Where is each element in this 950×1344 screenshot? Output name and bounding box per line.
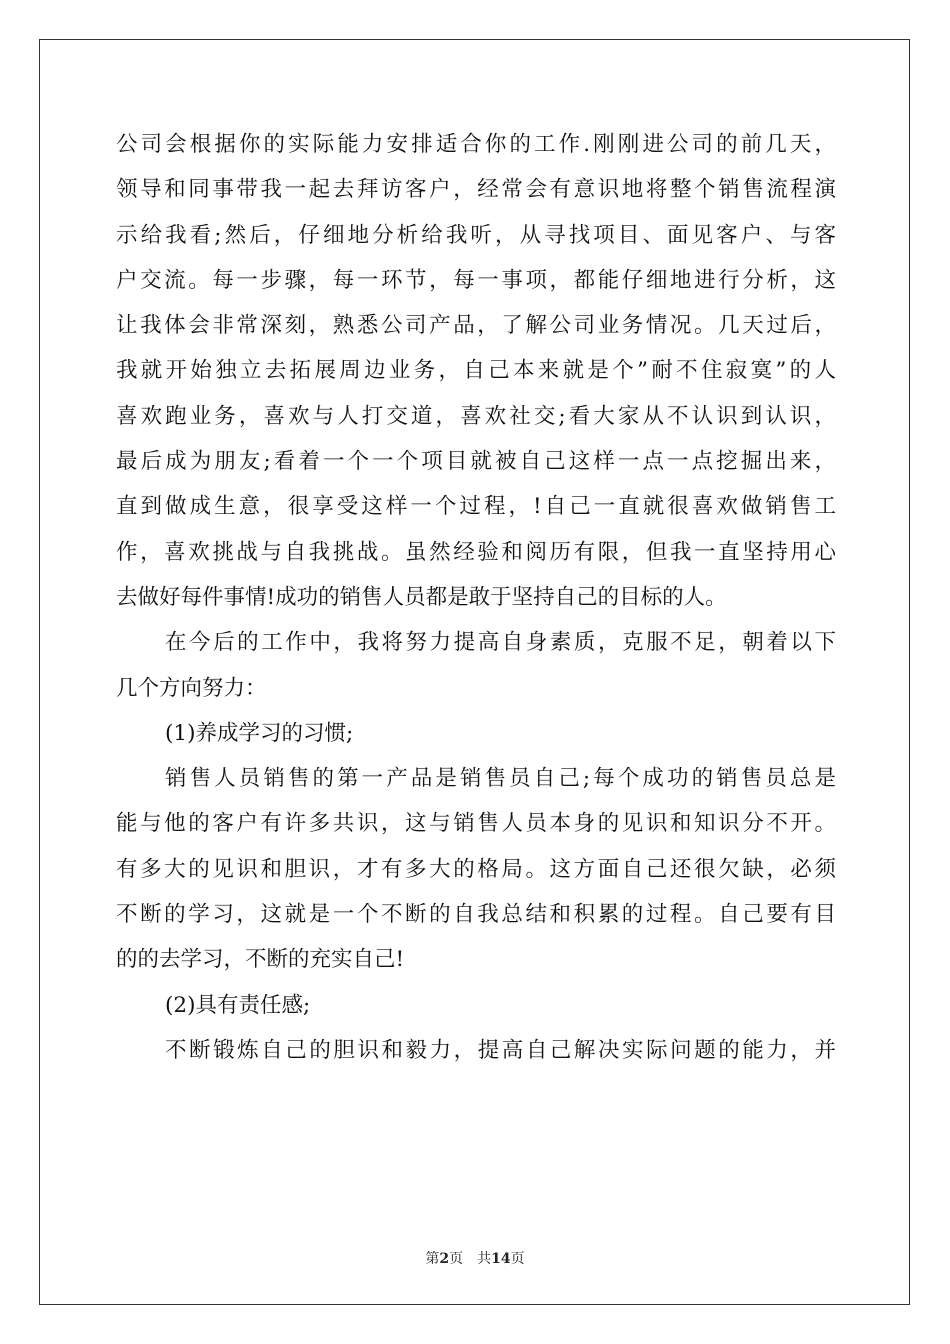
text-line-3: 示给我看;然后，仔细地分析给我听，从寻找项目、面见客户、与客 — [116, 222, 836, 248]
footer-page-prefix: 第 — [425, 1251, 440, 1267]
text-line-7: 喜欢跑业务，喜欢与人打交道，喜欢社交;看大家从不认识到认识， — [116, 403, 836, 429]
text-line-11: 去做好每件事情!成功的销售人员都是敢于坚持自己的目标的人。 — [116, 584, 727, 610]
text-line-15: 销售人员销售的第一产品是销售员自己;每个成功的销售员总是 — [165, 766, 836, 792]
text-line-16: 能与他的客户有许多共识，这与销售人员本身的见识和知识分不开。 — [116, 811, 836, 837]
text-line-19: 的的去学习，不断的充实自己! — [116, 947, 405, 973]
footer-total-pages: 14 — [491, 1251, 511, 1267]
text-line-10: 作，喜欢挑战与自我挑战。虽然经验和阅历有限，但我一直坚持用心 — [116, 539, 836, 565]
text-line-2: 领导和同事带我一起去拜访客户，经常会有意识地将整个销售流程演 — [116, 177, 836, 203]
section-heading-2: (2)具有责任感; — [165, 992, 311, 1018]
footer-page-suffix: 页 — [449, 1251, 464, 1267]
text-line-12: 在今后的工作中，我将努力提高自身素质，克服不足，朝着以下 — [165, 630, 836, 656]
footer-page-number: 2 — [439, 1251, 450, 1267]
document-body — [116, 122, 836, 1073]
section-heading-1: (1)养成学习的习惯; — [165, 720, 354, 746]
text-line-6: 我就开始独立去拓展周边业务，自己本来就是个”耐不住寂寞”的人 — [116, 358, 836, 384]
text-line-13: 几个方向努力： — [116, 675, 267, 701]
text-line-5: 让我体会非常深刻，熟悉公司产品，了解公司业务情况。几天过后， — [116, 313, 836, 339]
text-line-17: 有多大的见识和胆识，才有多大的格局。这方面自己还很欠缺，必须 — [116, 856, 836, 882]
text-line-9: 直到做成生意，很享受这样一个过程，!自己一直就很喜欢做销售工 — [116, 494, 836, 520]
text-line-4: 户交流。每一步骤，每一环节，每一事项，都能仔细地进行分析，这 — [116, 267, 836, 293]
text-line-1: 公司会根据你的实际能力安排适合你的工作.刚刚进公司的前几天， — [116, 132, 836, 157]
footer-total-prefix: 共 — [477, 1251, 492, 1267]
footer-total-suffix: 页 — [510, 1251, 525, 1267]
text-line-21: 不断锻炼自己的胆识和毅力，提高自己解决实际问题的能力，并 — [165, 1037, 836, 1063]
text-line-18: 不断的学习，这就是一个不断的自我总结和积累的过程。自己要有目 — [116, 902, 836, 928]
page-footer — [0, 1248, 950, 1268]
text-line-8: 最后成为朋友;看着一个一个项目就被自己这样一点一点挖掘出来， — [116, 449, 836, 475]
